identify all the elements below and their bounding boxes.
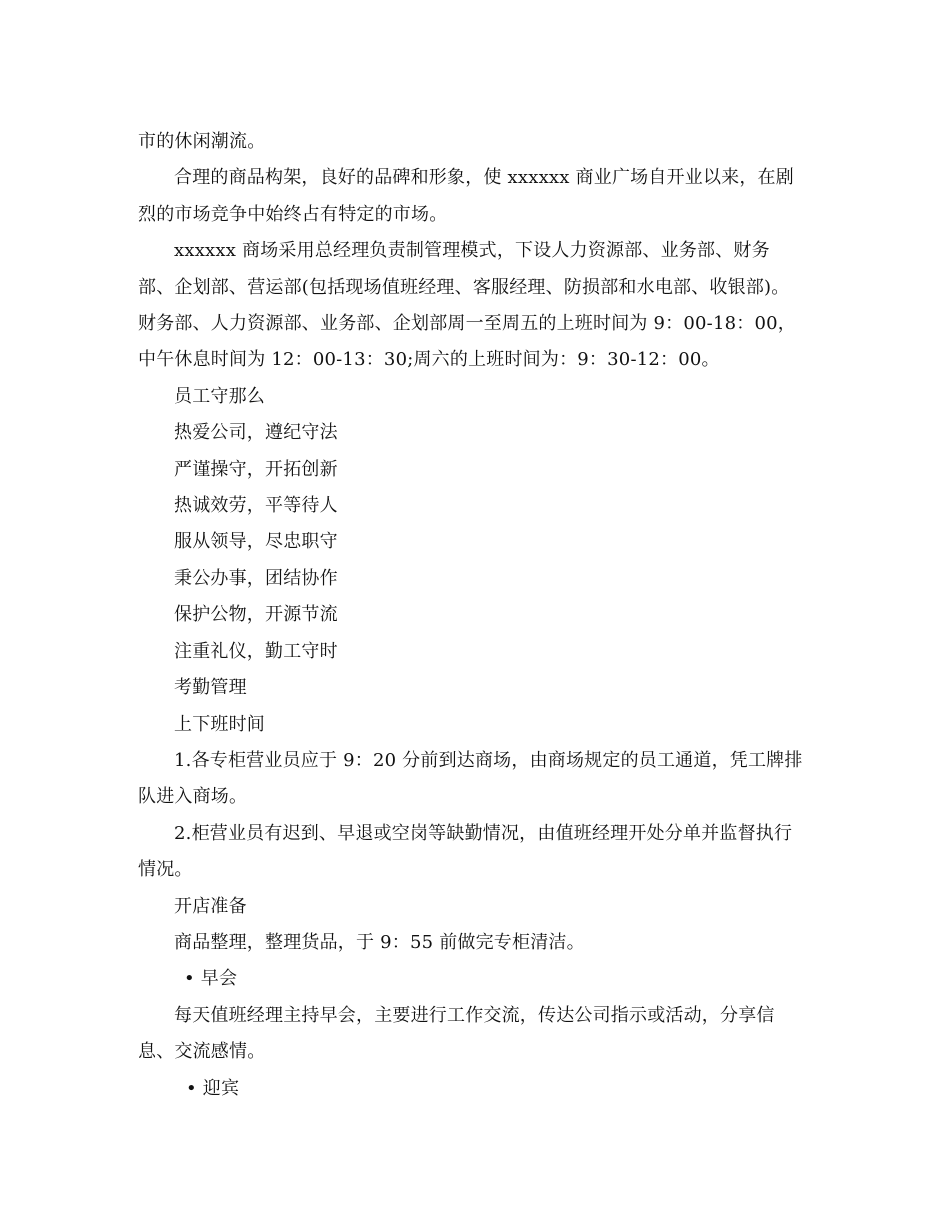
list-item: 注重礼仪，勤工守时	[174, 640, 338, 662]
section-heading: 考勤管理	[174, 677, 247, 699]
list-item: 热爱公司，遵纪守法	[174, 422, 338, 444]
text-line: 烈的市场竞争中始终占有特定的市场。	[138, 203, 448, 225]
list-item: 保护公物，开源节流	[174, 604, 338, 626]
text-line: 部、企划部、营运部(包括现场值班经理、客服经理、防损部和水电部、收银部)。	[138, 276, 790, 298]
list-item: 热诚效劳，平等待人	[174, 495, 338, 517]
text-line: 1.各专柜营业员应于 9：20 分前到达商场，由商场规定的员工通道，凭工牌排	[174, 749, 803, 771]
section-heading: 员工守那么	[174, 385, 265, 407]
subsection-heading: 上下班时间	[174, 713, 265, 735]
text-line: 财务部、人力资源部、业务部、企划部周一至周五的上班时间为 9：00-18：00，	[138, 313, 796, 335]
list-item: 秉公办事，团结协作	[174, 567, 338, 589]
document-body	[138, 124, 818, 1107]
text-line: 2.柜营业员有迟到、早退或空岗等缺勤情况，由值班经理开处分单并监督执行	[174, 822, 793, 844]
text-line: 情况。	[138, 859, 193, 881]
list-item: 服从领导，尽忠职守	[174, 531, 338, 553]
text-line: 合理的商品构架，良好的品碑和形象，使 xxxxxx 商业广场自开业以来，在剧	[174, 167, 794, 189]
bullet-item: • 迎宾	[186, 1077, 240, 1099]
text-line: 商品整理，整理货品，于 9：55 前做完专柜清洁。	[174, 931, 585, 953]
list-item: 严谨操守，开拓创新	[174, 458, 338, 480]
text-line: xxxxxx 商场采用总经理负责制管理模式，下设人力资源部、业务部、财务	[174, 240, 770, 262]
text-line: 息、交流感情。	[138, 1041, 266, 1063]
text-line: 队进入商场。	[138, 786, 248, 808]
subsection-heading: 开店准备	[174, 895, 247, 917]
text-line: 市的休闲潮流。	[138, 131, 266, 152]
bullet-item: • 早会	[184, 968, 238, 990]
text-line: 每天值班经理主持早会，主要进行工作交流，传达公司指示或活动，分享信	[174, 1004, 775, 1026]
text-line: 中午休息时间为 12：00-13：30;周六的上班时间为：9：30-12：00。	[138, 349, 720, 371]
